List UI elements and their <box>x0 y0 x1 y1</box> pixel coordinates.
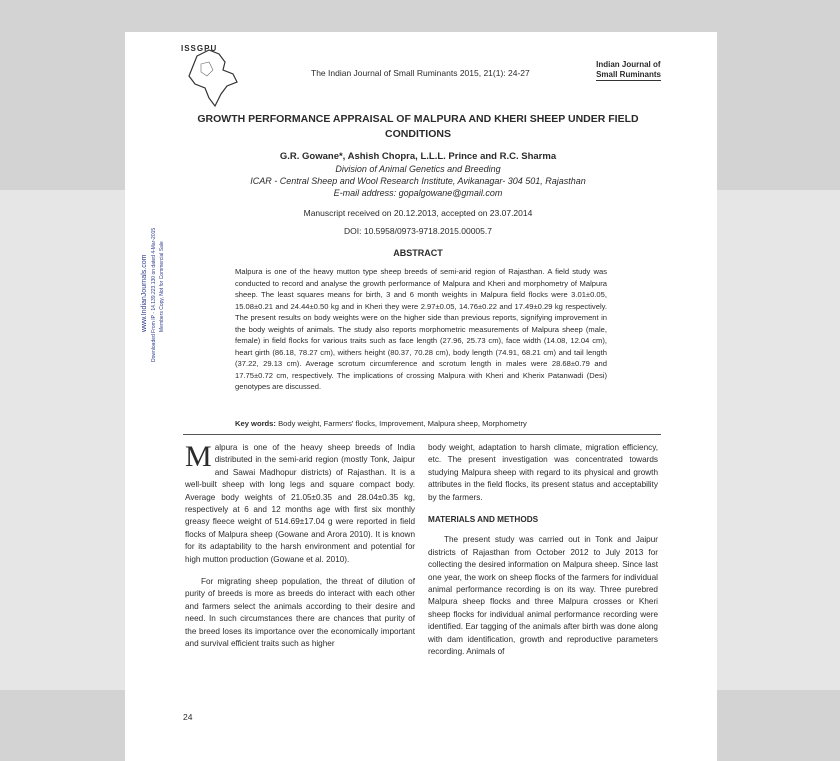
logo-text: ISSGPU <box>181 44 218 53</box>
section-heading-methods: MATERIALS AND METHODS <box>428 515 539 525</box>
abstract-text: Malpura is one of the heavy mutton type sheep breeds of semi-arid region of Rajasthan. A field study was conducted to record and analyse the growth performance of Malpura and Kheri and morphometry of Malpura sheep. The least squares means for birth, 3 and 6 month weights in Malpura field flocks were 3.01±0.05, 15.08±0.21 and 24.44±0.50 kg and in Kheri they were 2.97±0.05, 14.76±0.22 and 17.49±0.29 kg respectively. The present results on body weights were on the higher side than previous reports, signifying improvement in the body weights of animals. The study also reports morphometric measurements of Malpura sheep (male, female) in field flocks for various traits such as face length (27.96, 25.73 cm), face width (14.08, 12.04 cm), heart girth (86.18, 78.27 cm), withers height (80.37, 70.28 cm), body length (74.91, 68.21 cm) and tail length (37.22, 29.13 cm). Average scrotum circumference and scrotum length in males were 28.68±0.79 and 17.75±0.72 cm, respectively. The implications of crossing Malpura with Kheri and Kherix Patanwadi (Desi) genotypes are discussed. <box>235 267 607 391</box>
body-paragraph-text: alpura is one of the heavy sheep breeds of India distributed in the semi-arid region (mostly Tonk, Jaipur and Sawai Madhopur districts) of Rajasthan. It is a well-built sheep with long legs and square compact body. Average body weights of 21.05±0.35 and 28.04±0.35 kg, respectively at 6 and 12 months age with first six monthly greasy fleece weight of 514.69±17.04 g were reported in field flocks of Malpura sheep (Gowane and Arora 2010). It is known for its adaptability to the harsh environment and potential for high mutton production (Gowane et al. 2010). <box>185 443 415 564</box>
doi: DOI: 10.5958/0973-9718.2015.00005.7 <box>344 226 492 236</box>
authors: G.R. Gowane*, Ashish Chopra, L.L.L. Prince and R.C. Sharma <box>279 151 557 162</box>
paper-title: GROWTH PERFORMANCE APPRAISAL OF MALPURA AND KHERI SHEEP UNDER FIELD CONDITIONS <box>197 113 639 140</box>
body-paragraph: body weight, adaptation to harsh climate, migration efficiency, etc. The present investigation was concentrated towards studying Malpura sheep with regard to its physical and growth attributes in the field flocks, its present status and acceptability by the farmers. <box>428 443 658 502</box>
manuscript-dates: Manuscript received on 20.12.2013, accepted on 23.07.2014 <box>303 208 533 218</box>
journal-name-line-2: Small Ruminants <box>596 70 661 79</box>
journal-name-box <box>596 60 661 81</box>
keywords <box>235 419 607 428</box>
journal-citation: The Indian Journal of Small Ruminants 2015, 21(1): 24-27 <box>311 68 530 78</box>
keywords-label: Key words: <box>235 419 276 428</box>
side-download-note: Downloaded From IP - 14.139.223.130 on dated 4-Mar-2015 <box>151 227 157 362</box>
affiliation-division: Division of Animal Genetics and Breeding <box>335 164 501 174</box>
abstract-heading: ABSTRACT <box>393 248 443 258</box>
page-number: 24 <box>183 712 193 722</box>
side-url: www.IndianJournals.com <box>141 254 148 332</box>
affiliation-institute: ICAR - Central Sheep and Wool Research Institute, Avikanagar- 304 501, Rajasthan <box>250 176 586 186</box>
side-members-note: Members Copy, Not for Commercial Sale <box>159 241 165 332</box>
journal-name-line-1: Indian Journal of <box>596 60 661 69</box>
keywords-text: Body weight, Farmers' flocks, Improvement, Malpura sheep, Morphometry <box>278 419 527 428</box>
affiliation-email: E-mail address: gopalgowane@gmail.com <box>333 188 503 198</box>
divider <box>183 434 661 435</box>
body-paragraph: The present study was carried out in Tonk and Jaipur districts of Rajasthan from October 2012 to July 2013 for collecting the desired information on Malpura sheep. Since last one year, the work on sheep flocks of the farmers for individual animal performance recording is on its way. Three purebred Malpura sheep flocks and three Malpura crosses or Kheri sheep flocks for individual animal performance recording were identified. Ear tagging of the animals after birth was done along with dam identification, growth and reproductive parameters recording. Animals of <box>428 535 658 657</box>
body-column-left <box>185 442 415 661</box>
body-paragraph <box>185 442 415 566</box>
document-page <box>125 32 717 761</box>
body-paragraph: For migrating sheep population, the threat of dilution of purity of breeds is more as breeds do interact with each other and farmers select the animals according to their desire and need. In such circumstances there are chances that purity of the breed loses its importance over the economically important and survival efficient traits such as higher <box>185 577 415 649</box>
body-column-right <box>428 442 658 669</box>
dropcap: M <box>185 440 212 473</box>
